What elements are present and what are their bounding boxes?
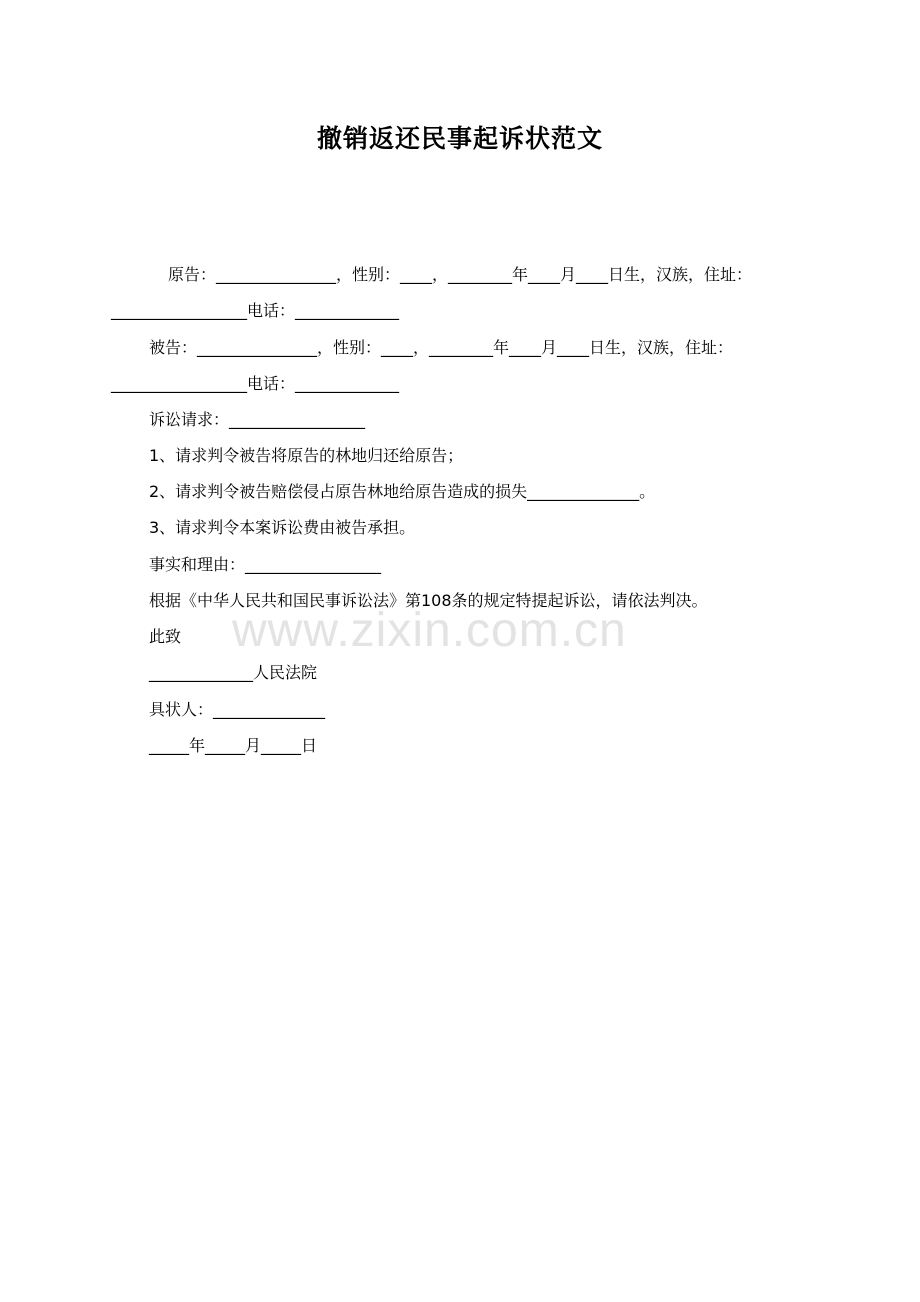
- signing-date: _____年_____月_____日: [149, 736, 318, 755]
- defendant-line-1: 被告：_______________，性别：____，________年____月____日生，汉族，住址：: [149, 338, 734, 357]
- court-name: _____________人民法院: [149, 663, 318, 682]
- facts-heading: 事实和理由：_________________: [149, 555, 382, 574]
- claim-item-1: 1、请求判令被告将原告的林地归还给原告；: [149, 446, 464, 465]
- watermark: www.zixin.com.cn: [232, 604, 627, 657]
- document-title: 撤销返还民事起诉状范文: [316, 124, 603, 153]
- defendant-line-2: _________________电话：_____________: [111, 374, 400, 393]
- plaintiff-line-2: _________________电话：_____________: [111, 301, 400, 320]
- signer: 具状人：______________: [149, 700, 326, 719]
- claim-item-3: 3、请求判令本案诉讼费由被告承担。: [149, 518, 416, 537]
- greeting: 此致: [149, 627, 182, 646]
- plaintiff-line-1: 原告：_______________，性别：____，________年____月____日生，汉族，住址：: [168, 265, 753, 284]
- claims-heading: 诉讼请求：_________________: [149, 410, 366, 429]
- claim-item-2: 2、请求判令被告赔偿侵占原告林地给原告造成的损失______________。: [149, 482, 656, 501]
- legal-basis: 根据《中华人民共和国民事诉讼法》第108条的规定特提起诉讼，请依法判决。: [149, 591, 708, 610]
